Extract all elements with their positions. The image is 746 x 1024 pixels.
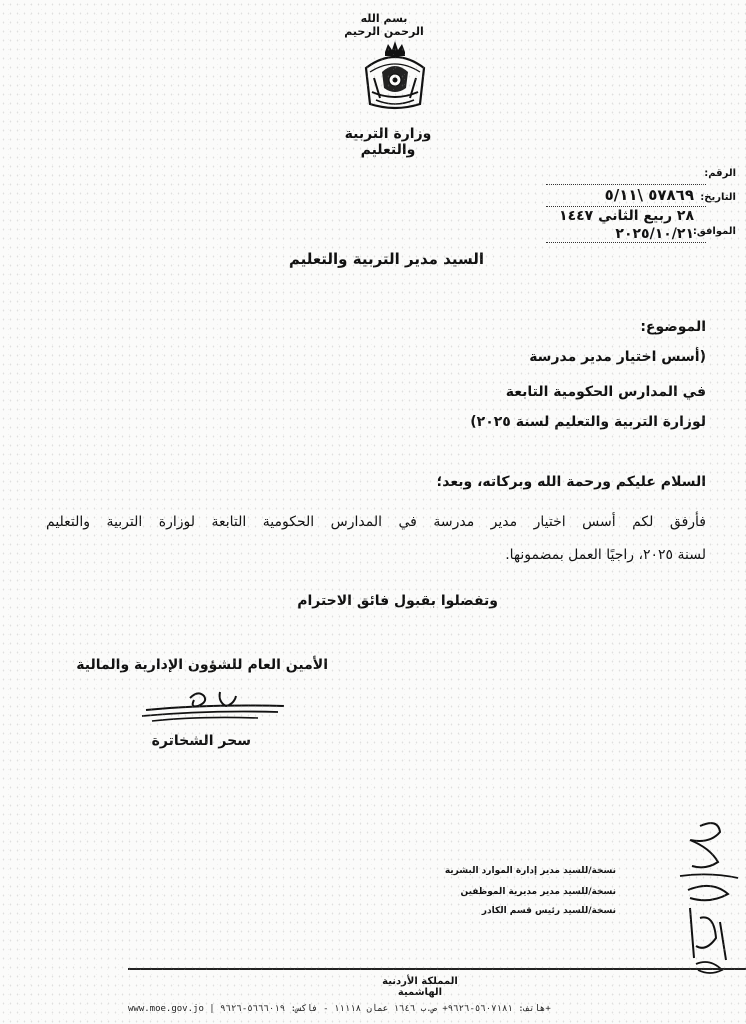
corresponding-date-label: الموافق: (692, 226, 736, 237)
handwritten-initials (670, 818, 740, 978)
date-label: التاريخ: (700, 192, 736, 203)
subject-line: (أسس اختيار مدير مدرسة (529, 349, 706, 365)
greeting: السلام عليكم ورحمة الله وبركاته، وبعد؛ (436, 474, 706, 490)
date-gregorian: ٢٠٢٥/١٠/٢١ (615, 226, 694, 242)
ministry-name: وزارة التربية والتعليم (344, 126, 432, 158)
body-paragraph-line: لسنة ٢٠٢٥، راجيًا العمل بمضمونها. (505, 547, 706, 563)
subject-line: في المدارس الحكومية التابعة (505, 384, 706, 400)
dotted-line (546, 242, 706, 243)
footer-divider (128, 968, 746, 970)
subject-line: لوزارة التربية والتعليم لسنة ٢٠٢٥) (470, 414, 706, 430)
reference-number: ٥٧٨٦٩ \٥/١١ (604, 186, 694, 204)
subject-label: الموضوع: (640, 319, 706, 335)
dotted-line (546, 206, 706, 207)
reference-number-label: الرقم: (704, 168, 736, 179)
royal-emblem-icon (360, 38, 430, 110)
dotted-line (546, 184, 706, 185)
body-paragraph-line: فأرفق لكم أسس اختيار مدير مدرسة في المدارس الحكومية التابعة لوزارة التربية والتعليم (46, 514, 706, 530)
signer-title: الأمين العام للشؤون الإدارية والمالية (76, 657, 328, 673)
signer-name: سحر الشخاترة (151, 733, 251, 749)
copy-recipient: نسخة/للسيد رئيس قسم الكادر (481, 906, 616, 916)
date-hijri: ٢٨ ربيع الثاني ١٤٤٧ (559, 208, 694, 224)
handwritten-signature (138, 688, 288, 724)
footer-contact-line: www.moe.gov.jo | هاتف: ٥٦٠٧١٨١-٩٦٢٦+ ص.ب ١٦٤٦ عمان ١١١١٨ - فاكس: ٥٦٦٦٠١٩-٩٦٢٦+ (128, 1004, 551, 1014)
basmala-heading: بسم الله الرحمن الرحيم (344, 12, 424, 38)
footer-kingdom-name: المملكة الأردنية الهاشمية (382, 976, 458, 998)
closing-line: وتفضلوا بقبول فائق الاحترام (297, 593, 498, 609)
copy-recipient: نسخة/للسيد مدير إدارة الموارد البشرية (444, 866, 616, 876)
addressee: السيد مدير التربية والتعليم (288, 250, 484, 268)
copy-recipient: نسخة/للسيد مدير مديرية الموظفين (460, 887, 616, 897)
